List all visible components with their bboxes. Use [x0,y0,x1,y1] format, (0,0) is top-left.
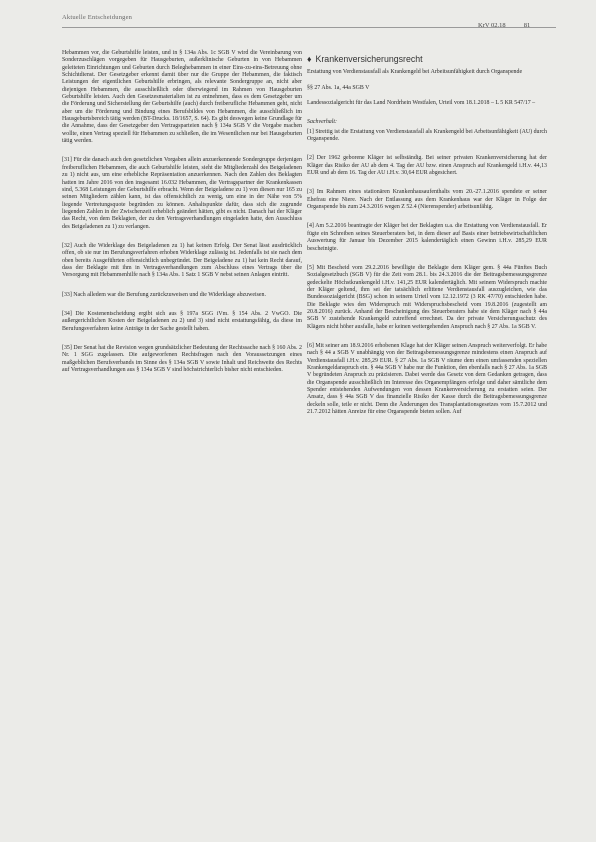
court-citation: Landessozialgericht für das Land Nordrhein Westfalen, Urteil vom 18.1.2018 – L 5 KR 547/17 – [307,100,536,107]
paragraph: [3] Im Rahmen eines stationären Krankenhausaufenthalts vom 20.-27.1.2016 spendete er seiner Ehefrau eine Niere. Nach der Entlassung aus dem Krankenhaus war der Kläger in Folge der Organspende bis zum 24.3.2016 wegen Z 52.4 (Nierenspender) arbeitsunfähig. [307,189,547,211]
paragraph: Hebammen vor, die Geburtshilfe leisten, und in § 134a Abs. 1c SGB V wird die Vereinbarung von Sonderzuschlägen vorgegeben für Hausgeburten, außerklinische Geburten in von Hebammen geleiteten Einrichtungen und Geburten durch Beleghebammen in einer Eins-zu-eins-Betreuung ohne Schichtdienst. Der Gesetzgeber erkennt damit über nur die Gruppe der Hebammen, die faktisch Leistungen der eigentlichen Geburtshilfe erbringen, als relevante Sondergruppe an, nicht aber diejenigen Hebammen, die ausschließlich oder überwiegend im Rahmen von Hausgeburten Geburtshilfe leisten. Auch den Gesetzesmaterialien ist zu entnehmen, dass es dem Gesetzgeber um die Förderung und Sicherstellung der Geburtshilfe (auch) durch freiberufliche Hebammen geht, nicht aber um die Förderung und Bindung eines Berufsbildes von Hebammen, die ausschließlich im Hausgeburtsbereich tätig werden (BT-Drucks. 18/1657, S. 64). Es gibt deswegen keine Grundlage für die Annahme, dass der Gesetzgeber den Vertragsparteien nach § 134a SGB V die Vorgabe machen wollte, einen Vertrag speziell für Hebammen zu schließen, die im Wesentlichen nur bei Hausgeburten tätig werden. [62,50,302,145]
paragraph: [1] Streitig ist die Erstattung von Verdienstausfall als Krankengeld bei Arbeitsunfähigkeit (AU) durch Organspende. [307,128,547,143]
paragraph: [5] Mit Bescheid vom 29.2.2016 bewilligte die Beklagte dem Kläger gem. § 44a Fünftes Buch Sozialgesetzbuch (SGB V) für die Zeit vom 28.1. bis 24.3.2016 die der Beitragsbemessungsgrenze gedeckelte Höchstkrankengeld i.H.v. 141,25 EUR kalendertäglich. Mit seinem Widerspruch machte der Kläger geltend, ihm sei der tatsächlich erlittene Verdienstausfall auszugleichen, wie das Bundessozialgericht (BSG) schon in seinem Urteil vom 12.12.1972 (3 RK 47/70) entschieden habe. Die Beklagte wies den Widerspruch mit Widerspruchsbescheid vom 19.8.2016 (zugestellt am 20.8.2016) zurück. Anhand der Bescheinigung des Steuerberaters habe sie dem Kläger nach § 44a SGB V zustehende Krankengeld zutreffend errechnet. Da der private Versicherungsschutz des Klägers nicht höher ausfalle, habe er keinen weitergehenden Anspruch nach § 27 Abs. 1a SGB V. [307,264,547,330]
paragraph: [31] Für die danach auch den gesetzlichen Vorgaben allein anzuerkennende Sondergruppe derjenigen freiberuflichen Hebammen, die auch Geburtshilfe leisten, sieht die Mitgliederzahl des Beigeladenen zu 1) nicht aus, um eine erhebliche Repräsentation anzuerkennen. Nach den Zahlen des Beklagten hatten im Jahre 2016 von den insgesamt 16.032 Hebammen, die Vertragspartner der Krankenkassen sind, 5.368 Leistungen der Geburtshilfe erbracht. Wenn der Beigeladene zu 1) von diesen nur 165 zu seinen Mitgliedern zählen kann, ist das offensichtlich zu wenig, um eine in der Nähe von 5% liegende Vertretungsquote begründen zu können. Anhaltspunkte dafür, dass sich die zugrunde liegenden Zahlen in der Zwischenzeit erheblich geändert hätten, gibt es nicht. Danach hat der Kläger das Recht, von dem Beklagten, der zu den Vertragsverhandlungen eingeladen hatte, den Ausschluss des Beigeladenen zu 1) zu verlangen. [62,157,302,230]
paragraph: [6] Mit seiner am 18.9.2016 erhobenen Klage hat der Kläger seinen Anspruch weiterverfolgt. Er habe nach § 44 a SGB V unabhängig von der Beitragsbemessungsgrenze mindestens einen Anspruch auf Verdienstausfall i.H.v. 285,29 EUR. § 27 Abs. 1a SGB V räume dem einen umfassenden speziellen Krankengeldanspruch ein. § 44a SGB V habe nur die Funktion, den ebenfalls nach § 27 Abs. 1a SGB V begründeten Anspruch zu präzisieren. Dabei werde das Gesetz von dem Gedanken getragen, dass die Organspende ausschließlich im Interesse des Organempfängers erfolge und daher sämtliche dem Spender entstehenden Aufwendungen von dessen Krankenversicherung zu erstatten seien. Der Ansatz, dass § 44a SGB V das finanzielle Risiko der Kasse durch die Beitragsbemessungsgrenze deckeln solle, teile er nicht. Denn die Änderungen des Transplantationsgesetzes vom 15.7.2012 und 21.7.2012 hätten Anreize für eine Organspende bieten sollen. Auf [307,342,547,416]
section-heading [307,56,547,63]
paragraph: [33] Nach alledem war die Berufung zurückzuweisen und die Widerklage abzuweisen. [62,291,266,298]
left-column [62,50,302,386]
norm-reference: §§ 27 Abs. 1a, 44a SGB V [307,84,370,91]
journal-issue: KrV 02.18 [478,22,506,29]
right-column [307,50,547,428]
running-header-section: Aktuelle Entscheidungen [62,14,133,21]
paragraph: [4] Am 5.2.2016 beantragte der Kläger bei der Beklagten u.a. die Erstattung von Verdienstausfall. Er fügte ein Schreiben seines Steuerberaters bei, in dem dieser auf Basis einer betriebswirtschaftlichen Auswertung für Januar bis Dezember 2015 kalendertäglich einen Gewinn i.H.v. 285,29 EUR bescheinigte. [307,223,547,252]
headnote: Erstattung von Verdienstausfall als Krankengeld bei Arbeitsunfähigkeit durch Organspende [307,69,523,76]
page-number: 81 [523,22,531,29]
section-title: Krankenversicherungsrecht [315,54,423,64]
paragraph: [35] Der Senat hat die Revision wegen grundsätzlicher Bedeutung der Rechtssache nach § 160 Abs. 2 Nr. 1 SGG zugelassen. Die aufgeworfenen Rechtsfragen nach den Voraussetzungen eines maßgeblichen Berufsverbands im Sinne des § 134a SGB V sowie Inhalt und Reichweite des Rechts auf Vertragsverhandlungen aus § 134a SGB V sind höchstrichterlich bisher nicht entschieden. [62,345,302,374]
subheading: Sachverhalt: [307,119,337,126]
paragraph: [34] Die Kostenentscheidung ergibt sich aus § 197a SGG iVm. § 154 Abs. 2 VwGO. Die außergerichtlichen Kosten der Beigeladenen zu 2) und 3) sind nicht erstattungsfähig, da diese im Berufungsverfahren keine Anträge in der Sache gestellt haben. [62,310,302,332]
paragraph: [32] Auch die Widerklage des Beigeladenen zu 1) hat keinen Erfolg. Der Senat lässt ausdrücklich offen, ob sie nur im Berufungsverfahren erhoben Widerklage zulässig ist. Jedenfalls ist sie nach dem oben bereits Ausgeführten offensichtlich unbegründet. Der Beigeladene zu 1) hat kein Recht darauf, dass der Beklagte mit ihm in Vertragsverhandlungen zum Abschluss eines Vertrags über die Versorgung mit Hebammenhilfe nach § 134a Abs. 1 Satz 1 SGB V nebst seinen Anlagen eintritt. [62,242,302,279]
running-header-ref [478,22,530,29]
diamond-icon: ♦ [307,54,312,64]
paragraph: [2] Der 1962 geborene Kläger ist selbständig. Bei seiner privaten Krankenversicherung hat der Kläger das Risiko der AU ab dem 4. Tag der AU bzw. einen Anspruch auf Krankengeld i.H.v. 44,13 EUR und ab dem 16. Tag der AU i.H.v. 30,64 EUR abgesichert. [307,155,547,177]
